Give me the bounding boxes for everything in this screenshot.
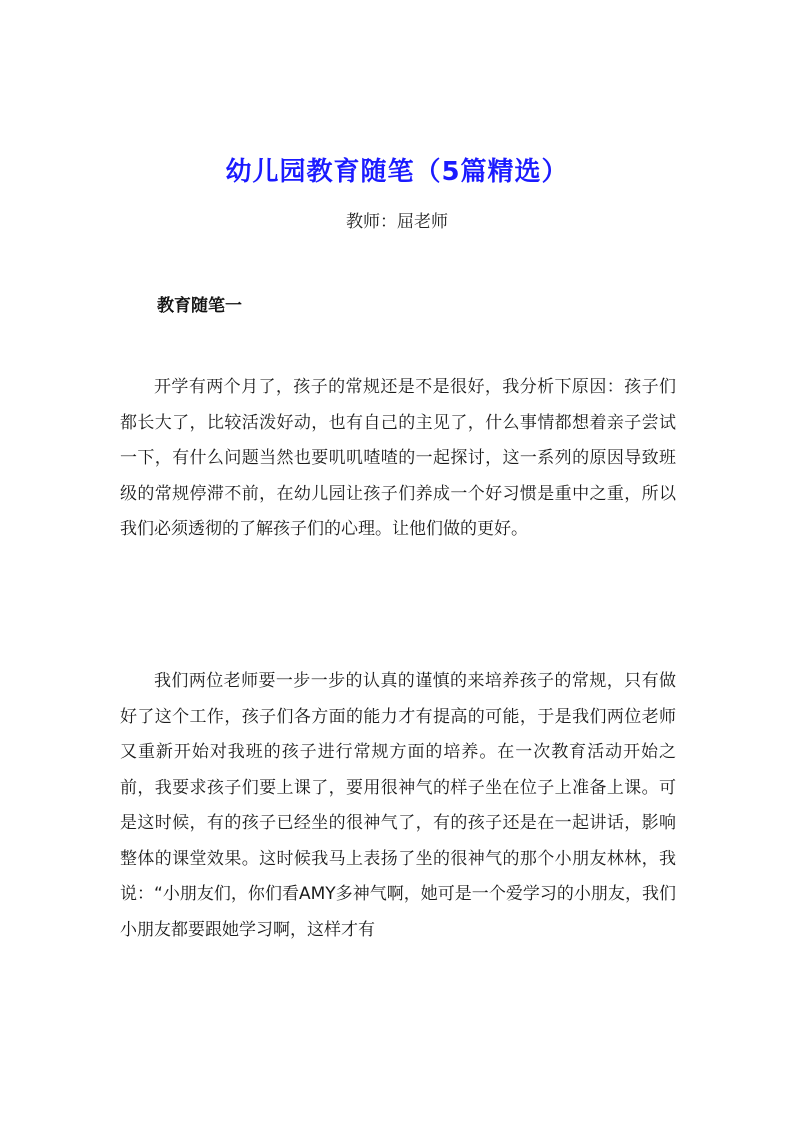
body-paragraph: 开学有两个月了，孩子的常规还是不是很好，我分析下原因：孩子们都长大了，比较活泼好动，也有自己的主见了，什么事情都想着亲子尝试一下，有什么问题当然也要叽叽喳喳的一起探讨，这一系列的原因导致班级的常规停滞不前，在幼儿园让孩子们养成一个好习惯是重中之重，所以我们必须透彻的了解孩子们的心理。让他们做的更好。 (120, 377, 676, 539)
section-heading: 教育随笔一 (157, 296, 242, 316)
body-paragraph: 我们两位老师要一步一步的认真的谨慎的来培养孩子的常规，只有做好了这个工作，孩子们各方面的能力才有提高的可能，于是我们两位老师又重新开始对我班的孩子进行常规方面的培养。在一次教育活动开始之前，我要求孩子们要上课了，要用很神气的样子坐在位子上准备上课。可是这时候，有的孩子已经坐的很神气了，有的孩子还是在一起讲话，影响整体的课堂效果。这时候我马上表扬了坐的很神气的那个小朋友林林，我说：“小朋友们，你们看AMY多神气啊，她可是一个爱学习的小朋友，我们小朋友都要跟她学习啊，这样才有 (120, 671, 676, 940)
document-title: 幼儿园教育随笔（5篇精选） (225, 157, 569, 187)
author-line: 教师：屈老师 (346, 212, 448, 232)
